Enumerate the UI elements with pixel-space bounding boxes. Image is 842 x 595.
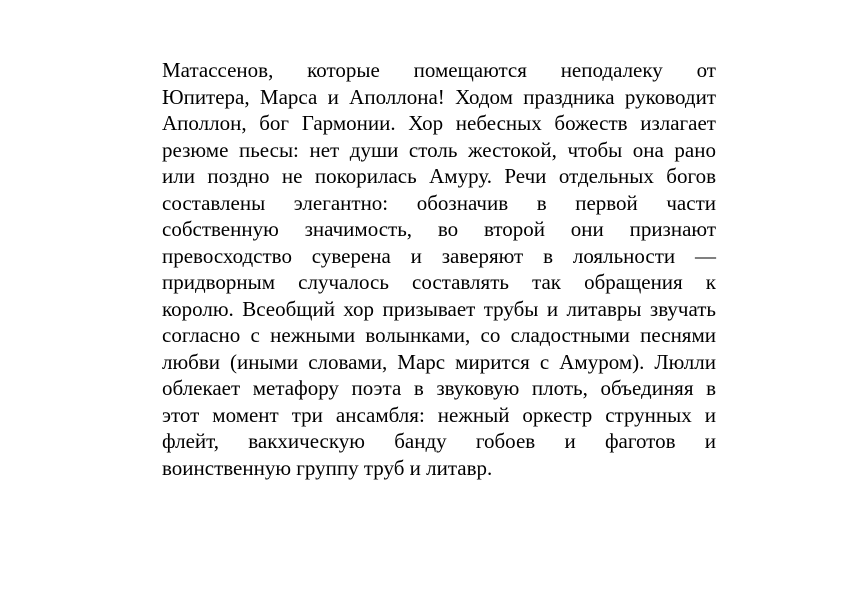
text-line: или поздно не покорилась Амуру. Речи отдельных богов <box>162 164 716 188</box>
text-line: резюме пьесы: нет души столь жестокой, чтобы она рано <box>162 137 716 162</box>
text-line: королю. Всеобщий хор призывает трубы и литавры звучать <box>162 296 716 321</box>
text-line: составлены элегантно: обозначив в первой части <box>162 190 716 215</box>
text-line: придворным случалось составлять так обращения к <box>162 270 716 294</box>
text-line: флейт, вакхическую банду гобоев и фаготов и <box>162 429 716 453</box>
text-line: этот момент три ансамбля: нежный оркестр струнных и <box>162 402 716 427</box>
text-line: согласно с нежными волынками, со сладостными песнями <box>162 323 716 347</box>
text-line: собственную значимость, во второй они признают <box>162 217 716 241</box>
text-line: Матассенов, которые помещаются неподалеку от <box>162 58 716 82</box>
text-line: превосходство суверена и заверяют в лояльности — <box>162 243 716 268</box>
text-line: воинственную группу труб и литавр. <box>162 455 493 480</box>
text-line: любви (иными словами, Марс мирится с Амуром). Люлли <box>162 349 716 374</box>
body-paragraph <box>162 57 716 481</box>
text-line: Аполлон, бог Гармонии. Хор небесных божеств излагает <box>162 111 716 135</box>
text-line: облекает метафору поэта в звуковую плоть, объединяя в <box>162 376 716 400</box>
text-line: Юпитера, Марса и Аполлона! Ходом праздника руководит <box>162 84 716 109</box>
